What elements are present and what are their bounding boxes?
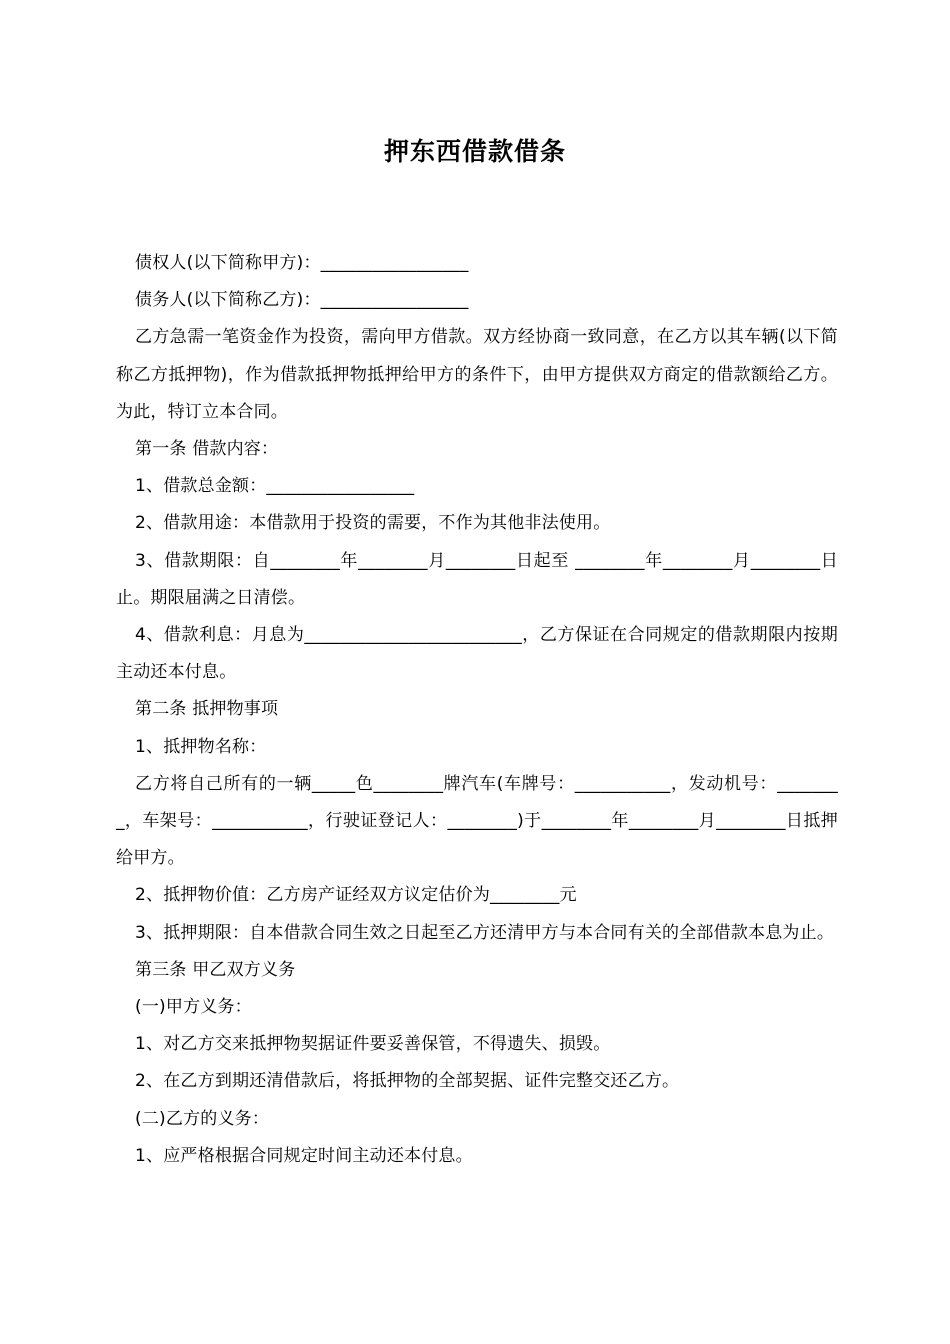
article-3-heading: 第三条 甲乙双方义务 [135,959,296,980]
article-2-heading: 第二条 抵押物事项 [135,699,279,720]
collateral-vehicle-paragraph: 乙方将自己所有的一辆_____色________牌汽车(车牌号：___________，发动机号：________，车架号：___________，行驶证登记人：________)于________年________月________日抵押给甲方。 [116,773,838,869]
debtor-line: 债务人(以下简称乙方)：_________________ [135,290,469,311]
preamble-paragraph: 乙方急需一笔资金作为投资，需向甲方借款。双方经协商一致同意，在乙方以其车辆(以下简称乙方抵押物)，作为借款抵押物抵押给甲方的条件下，由甲方提供双方商定的借款额给乙方。为此，特订立本合同。 [116,327,838,422]
document-body [116,245,838,1175]
loan-term-clause: 3、借款期限：自________年________月________日起至 ________年________月________日止。期限届满之日清偿。 [116,550,838,608]
collateral-name-clause: 1、抵押物名称： [135,736,267,757]
party-b-obligations-heading: (二)乙方的义务： [135,1108,270,1129]
loan-amount-clause: 1、借款总金额：_________________ [135,476,415,497]
party-b-obligation-1: 1、应严格根据合同规定时间主动还本付息。 [135,1145,473,1166]
collateral-term-clause: 3、抵押期限：自本借款合同生效之日起至乙方还清甲方与本合同有关的全部借款本息为止。 [135,922,835,943]
collateral-value-clause: 2、抵押物价值：乙方房产证经双方议定估价为________元 [135,885,577,906]
loan-interest-clause: 4、借款利息：月息为_________________________，乙方保证在合同规定的借款期限内按期主动还本付息。 [116,625,838,683]
loan-purpose-clause: 2、借款用途：本借款用于投资的需要，不作为其他非法使用。 [135,513,611,534]
creditor-line: 债权人(以下简称甲方)：_________________ [135,253,469,273]
article-1-heading: 第一条 借款内容： [135,439,279,460]
party-a-obligation-1: 1、对乙方交来抵押物契据证件要妥善保管，不得遗失、损毁。 [135,1034,611,1055]
party-a-obligations-heading: (一)甲方义务： [135,997,252,1018]
party-a-obligation-2: 2、在乙方到期还清借款后，将抵押物的全部契据、证件完整交还乙方。 [135,1071,680,1092]
document-title: 押东西借款借条 [383,137,566,166]
